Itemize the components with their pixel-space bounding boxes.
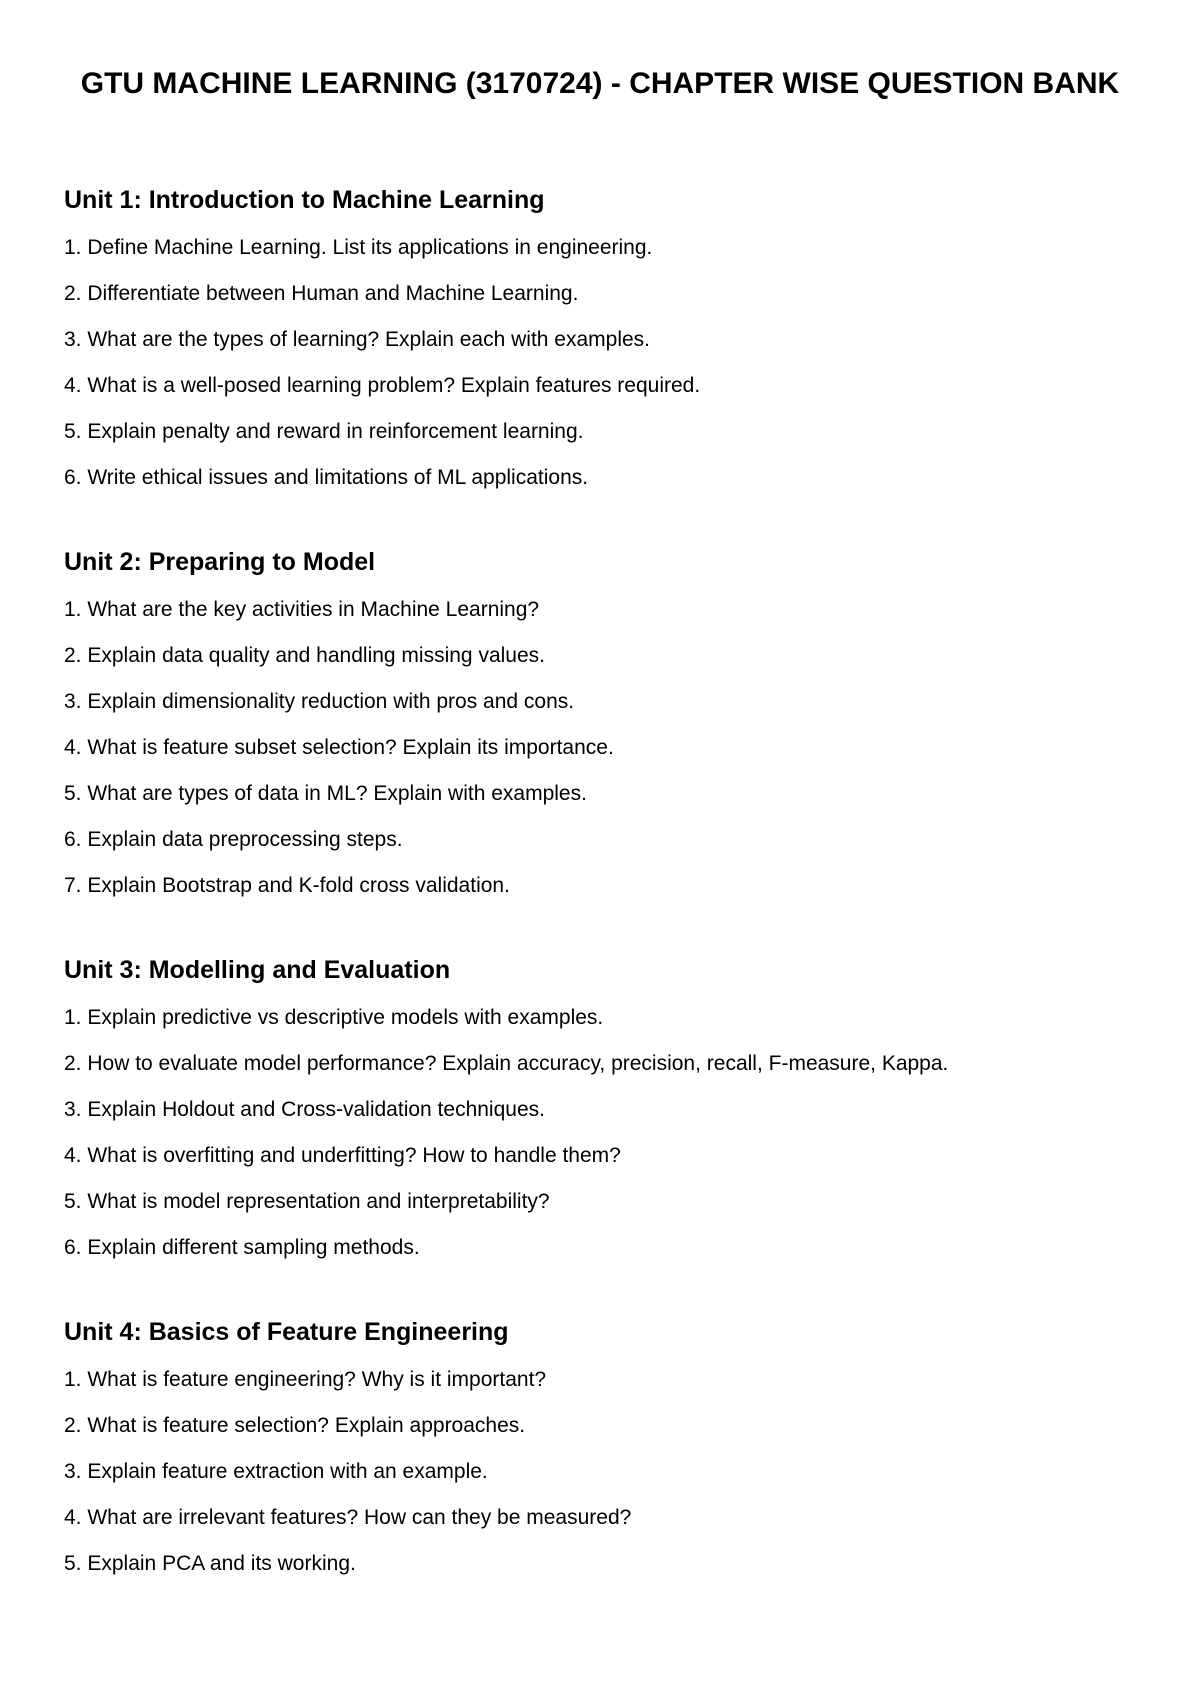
question-item [64,825,1164,871]
question-item [64,1095,1164,1141]
question-text: Write ethical issues and limitations of ML applications. [87,466,589,489]
question-number: 5. [64,1552,82,1575]
question-text: Explain PCA and its working. [87,1552,356,1575]
unit-heading: Unit 1: Introduction to Machine Learning [64,186,545,214]
question-number: 2. [64,1052,82,1075]
question-item [64,233,1164,279]
question-item [64,1457,1164,1503]
question-number: 5. [64,782,82,805]
question-text: What are types of data in ML? Explain with examples. [87,782,587,805]
question-item [64,417,1164,463]
question-number: 4. [64,1506,82,1529]
question-text: Explain data preprocessing steps. [87,828,403,851]
question-item [64,463,1164,509]
question-text: Explain Bootstrap and K-fold cross validation. [87,874,510,897]
question-number: 2. [64,282,82,305]
question-text: Differentiate between Human and Machine Learning. [87,282,579,305]
question-text: What are the key activities in Machine Learning? [87,598,540,621]
question-item [64,1503,1164,1549]
question-item [64,733,1164,779]
question-item [64,1003,1164,1049]
question-text: Define Machine Learning. List its applications in engineering. [87,236,653,259]
question-number: 5. [64,1190,82,1213]
question-number: 4. [64,374,82,397]
unit-heading: Unit 2: Preparing to Model [64,548,376,576]
question-number: 1. [64,236,82,259]
question-item [64,641,1164,687]
question-number: 3. [64,1460,82,1483]
question-text: Explain different sampling methods. [87,1236,420,1259]
question-number: 2. [64,644,82,667]
question-item [64,1233,1164,1279]
question-text: What is feature selection? Explain approaches. [87,1414,526,1437]
question-item [64,371,1164,417]
question-item [64,1365,1164,1411]
question-item [64,1549,1164,1595]
question-text: Explain feature extraction with an example. [87,1460,488,1483]
question-number: 1. [64,1368,82,1391]
unit-heading: Unit 3: Modelling and Evaluation [64,956,451,984]
document-title: GTU MACHINE LEARNING (3170724) - CHAPTER WISE QUESTION BANK [80,67,1120,100]
question-text: What are the types of learning? Explain each with examples. [87,328,651,351]
question-number: 3. [64,328,82,351]
question-number: 2. [64,1414,82,1437]
question-text: What is model representation and interpretability? [87,1190,550,1213]
question-item [64,1049,1164,1095]
unit-section [64,545,1164,917]
question-text: Explain data quality and handling missing values. [87,644,545,667]
question-text: Explain penalty and reward in reinforcement learning. [87,420,584,443]
question-item [64,687,1164,733]
question-text: What is feature engineering? Why is it important? [87,1368,547,1391]
question-text: How to evaluate model performance? Explain accuracy, precision, recall, F-measure, Kappa. [87,1052,949,1075]
question-text: Explain dimensionality reduction with pros and cons. [87,690,575,713]
question-item [64,595,1164,641]
question-text: What is overfitting and underfitting? How to handle them? [87,1144,621,1167]
question-number: 6. [64,828,82,851]
question-number: 5. [64,420,82,443]
unit-section [64,183,1164,509]
question-number: 4. [64,1144,82,1167]
unit-section [64,1315,1164,1595]
question-item [64,1411,1164,1457]
question-number: 6. [64,1236,82,1259]
question-text: What is feature subset selection? Explain its importance. [87,736,614,759]
question-number: 3. [64,690,82,713]
question-number: 3. [64,1098,82,1121]
unit-heading: Unit 4: Basics of Feature Engineering [64,1318,509,1346]
question-item [64,871,1164,917]
question-number: 1. [64,1006,82,1029]
question-text: Explain Holdout and Cross-validation techniques. [87,1098,545,1121]
question-item [64,279,1164,325]
question-item [64,1141,1164,1187]
question-text: What is a well-posed learning problem? Explain features required. [87,374,701,397]
question-text: Explain predictive vs descriptive models with examples. [87,1006,604,1029]
question-number: 1. [64,598,82,621]
question-item [64,325,1164,371]
question-number: 4. [64,736,82,759]
unit-section [64,953,1164,1279]
question-number: 7. [64,874,82,897]
question-item [64,1187,1164,1233]
question-item [64,779,1164,825]
question-text: What are irrelevant features? How can they be measured? [87,1506,632,1529]
question-number: 6. [64,466,82,489]
